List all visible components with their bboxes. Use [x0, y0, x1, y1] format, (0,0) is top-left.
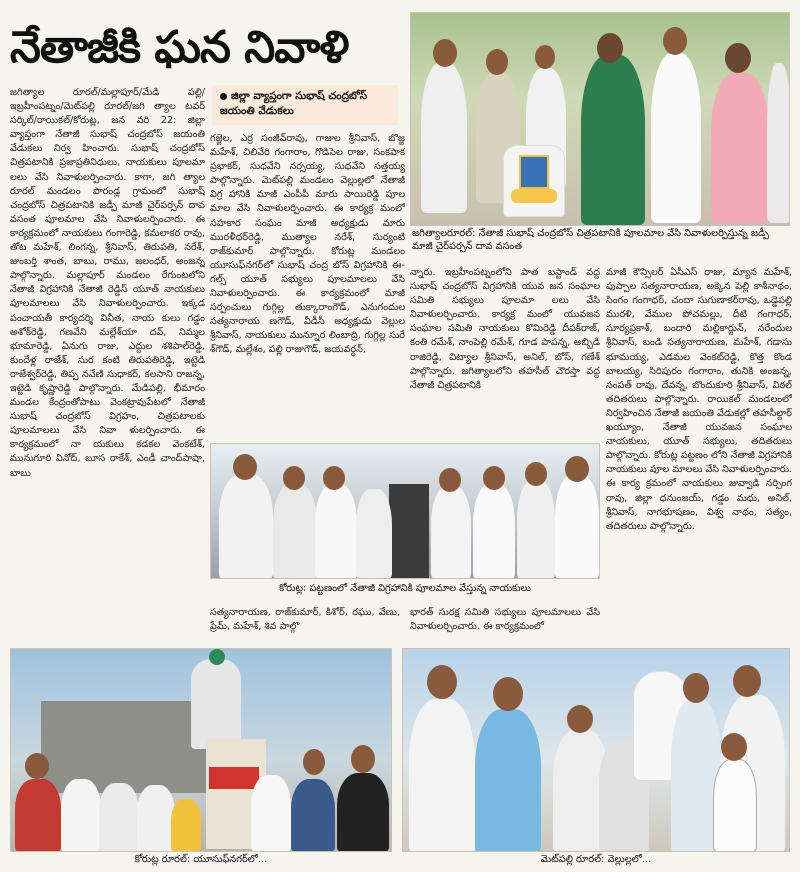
photo-middle — [210, 443, 600, 579]
article-column-5: సత్యనారాయణ, రాజ్‌కుమార్, కిశోర్, రఘు, వేణు, ప్రేమ్, మహేశ్, శివ పాల్గొ — [210, 607, 400, 633]
caption-bottom-left-photo: కోరుట్ల రూరల్: యూసుఫ్‌నగర్‌లో... — [134, 854, 268, 865]
article-column-2: గజ్జెల, ఎర్ర సంజీవ్‌రావు, గాజుల శ్రీనివాస్, బొజ్జ మహేశ్, చిలివేరి గంగారాం, గొడిసెల రాజు, సంకపాక ప్రభాకర్, సుధవేని నర్సయ్య, సుధవేని సత్తయ్య పాల్గొన్నారు. మెట్‌పల్లి మండలం వెల్లుల్లలో నేతాజీ విగ్ర హానికి మాజీ ఎంపీపీ మారు సాయిరెడ్డి పూల మాల వేసి నివాళులర్పించారు. ఈ కార్యక్ర మంలో సహకార సంఘం మాజీ అధ్యక్షుడు మారు మురళీధర్‌రెడ్డి, ముత్యాల నరేశ్, సుర్యంటి రాజ్‌కుమార్ పాల్గొన్నారు. కోరుట్ల మండలం యూసుఫ్‌నగర్‌లో సుభాష్ చంద్ర బోస్ విగ్రహానికి ఈ-గల్స్ యూత్ సభ్యులు పూలమాలలు వేసి నివాళులర్పించారు. ఈ కార్యక్రమంలో మాజీ సర్పంచులు గుగ్గిల్ల తుక్కారాంగౌడ్, ఎనుగందుల సత్యనారాయ ణగౌడ్, వీడీసీ అధ్యక్షుడు వెల్లుల శ్రీనివాస్, నాయకులు మున్నూర లింబాద్రి, గుగ్గిల్ల సురే శ్‌గౌడ్, మల్లేశం, పల్లి రాజుగౌడ్, జయవర్ధన్, — [210, 133, 405, 356]
woman-pink-saree — [711, 73, 769, 223]
article-column-3: న్నారు. ఇబ్రహీంపట్నంలోని పాత బస్టాండ్ వద్ద సుభాష్ చంద్రబోస్ విగ్రహానికి యువ జన సంఘాల సమితి సభ్యులు పూలమా లలు వేసి నివాళులర్పించారు. కార్యక్ర మంలో యువజన సంఘాల సమితి నాయకులు కొమిరెడ్డి దీపక్‌రాజ్, కంతి రమేశ్, నాంపెల్లి రమేశ్, గూడ పాపన్న, అబ్బిడి రాజిరెడ్డి, చిట్యాల శ్రీనివాస్, అనిల్, బోస్, గణేశ్ పాల్గొన్నారు. జగిత్యాలలోని తహసీల్ చౌరస్తా వద్ద నేతాజీ చిత్రపటానికి — [410, 267, 600, 391]
photo-bottom-left — [10, 648, 392, 852]
photo-bottom-right — [402, 648, 790, 852]
article-column-1: జగిత్యాల రూరల్/మల్లాపూర్/మేడి పల్లి/ఇబ్రహీంపట్నం/మెట్‌పల్లి రూరల్/జగి త్యాల టవర్ సర్కిల్/రాయికల్/కోరుట్ల, జన వరి 22: జిల్లా వ్యాప్తంగా నేతాజీ సుభాష్ చంద్రబోస్ జయంతి వేడుకలు నిర్వ హించారు. సుభాష్ చంద్రబోస్ చిత్రపటానికి ప్రజాప్రతినిధులు, నాయకులు పూలమా లలు వేసి నివాళులర్పించారు. కాగా, జగి త్యాల రూరల్ మండలం పొరండ్ల గ్రామంలో సుభాష్ చంద్రబోస్ చిత్రపటానికి జడ్పీ మాజీ చైర్‌పర్సన్ దావ వసంత పూలమాల వేసి నివాళులర్పించారు. ఈ కార్యక్రమంలో నాయకులు గంగారెడ్డి, కమలాకర రావు, తోట మహేశ్, లింగన్న, శ్రీనివాస్, తిరుపతి, నరేశ్, జుంబర్తి శాంత, బాబు, రాము, జలంధర్, అంజన్న పాల్గొన్నారు. మల్లాపూర్ మండలం రేగుంటలోని నేతాజీ విగ్రహానికి నేతాజీ రెడ్డిస్ యూత్ నాయకులు పూలమాలలు వేసి నివాళులర్పించారు. ఇక్కడ పంచాయతీ కార్యదర్శి వినీత, నాయ కులు గడ్డం అశోక్‌రెడ్డి, గణవేని మల్లేశ్‌యా దవ్, నిమ్మల భూమారెడ్డి, ఏనుగు రాజు, ఎద్దుల శశిపాల్‌రెడ్డి, కుందేళ్ల రాజేశ్, సుర కంటి తిరుపతిరెడ్డి, ఇట్టెడి రాజేశ్వర్‌రెడ్డి, తిప్ప నవేణి సుధాకర్, కలసాని రాజన్న, ఇట్టెడి కృష్ణారెడ్డి పాల్గొన్నారు. మేడిపల్లి, భీమారం మండల కేంద్రంతోపాటు వెంకట్రావుపేటలో నేతాజీ సుభాష్ చంద్రబోస్ విగ్రహం, చిత్రపటాలకు పూలమాలలు వేసి నివా ళులర్పించారు. ఈ కార్యక్రమంలో నా యకులు కడకల వెంకటేశ్, మునుగూరి వినోద్, బూస రాకేశ్, ఎండీ చాంద్‌పాషా, బాబు — [10, 87, 205, 479]
article-column-4: మాజీ కౌన్సిలర్ ఏసీఎస్ రాజు, మ్యాన మహేశ్, పుప్పాల సత్యనారాయణ, అక్కెన పెల్లి కాశీనాథం, సింగం గంగాధర్, చందా సుగుణాకర్‌రావు, ఒడ్డెపల్లి మురళి, వేముల పోచమల్లు, దీటి గంగాధర్, సూర్యప్రకాశ్, బందారి మల్లికార్జున్, నరేందుల శ్రీనివాస్, బండి సత్యనారాయణ, మహేశ్, గడాసు భూమయ్య, ఎడమల వెంకట్‌రెడ్డి, కొత్త కొండ బాలయ్య, సిరిపురం గంగారాం, తునికి అంజన్న, సంపత్ రావు, దేవన్న, బొందుకూరి శ్రీనివాస్, విఠల్ తదితరులు పాల్గొన్నారు. రాయికల్ మండలంలో నిర్వహించిన నేతాజీ జయంతి వేడుకల్లో తహసీల్దార్ ఖయ్యూం, నేతాజీ యువజన సంఘాల నాయకులు, యూత్ సభ్యులు, తదితరులు పాల్గొన్నారు. కోరుట్ల పట్టణం లోని నేతాజీ విగ్రహానికి నాయకులు పూల మాలలు వేసి నివాళులర్పించారు. ఈ కార్య క్రమంలో నాయకులు జువ్వాడి నర్సింగ రావు, జిల్లా ధనుంజయ్, గడ్డం మధు, అనిల్, శ్రీనివాస్, నాగభూషణం, విశ్వ నాథం, సత్యం, తదితరులు పాల్గొన్నారు. — [606, 267, 792, 532]
woman-green-saree — [581, 55, 645, 225]
caption-middle-photo: కోరుట్ల: పట్టణంలో నేతాజీ విగ్రహానికి పూలమాల వేస్తున్న నాయకులు — [279, 583, 531, 594]
highlight-text: జిల్లా వ్యాప్తంగా సుభాష్ చంద్రబోస్ జయంతి వేడుకలు — [220, 90, 368, 117]
article-column-6: భారత్ సురక్ష సమితి సభ్యులు పూలమాలలు వేసి నివాళులర్పించారు. ఈ కార్యక్రమంలో — [410, 607, 600, 633]
headline: నేతాజీకి ఘన నివాళి — [10, 22, 349, 73]
highlight-box — [212, 85, 398, 125]
bullet-icon — [220, 93, 227, 100]
caption-top-photo: జగిత్యాలరూరల్: నేతాజీ సుభాష్ చంద్రబోస్ చిత్రపటానికి పూలమాల వేసి నివాళులర్పిస్తున్న జడ్పీ మాజీ చైర్‌పర్సన్ దావ వసంత — [412, 228, 769, 252]
caption-bottom-right-photo: మెట్‌పల్లి రూరల్: వెల్లుల్లలో... — [540, 854, 652, 865]
photo-top-right — [410, 12, 790, 226]
